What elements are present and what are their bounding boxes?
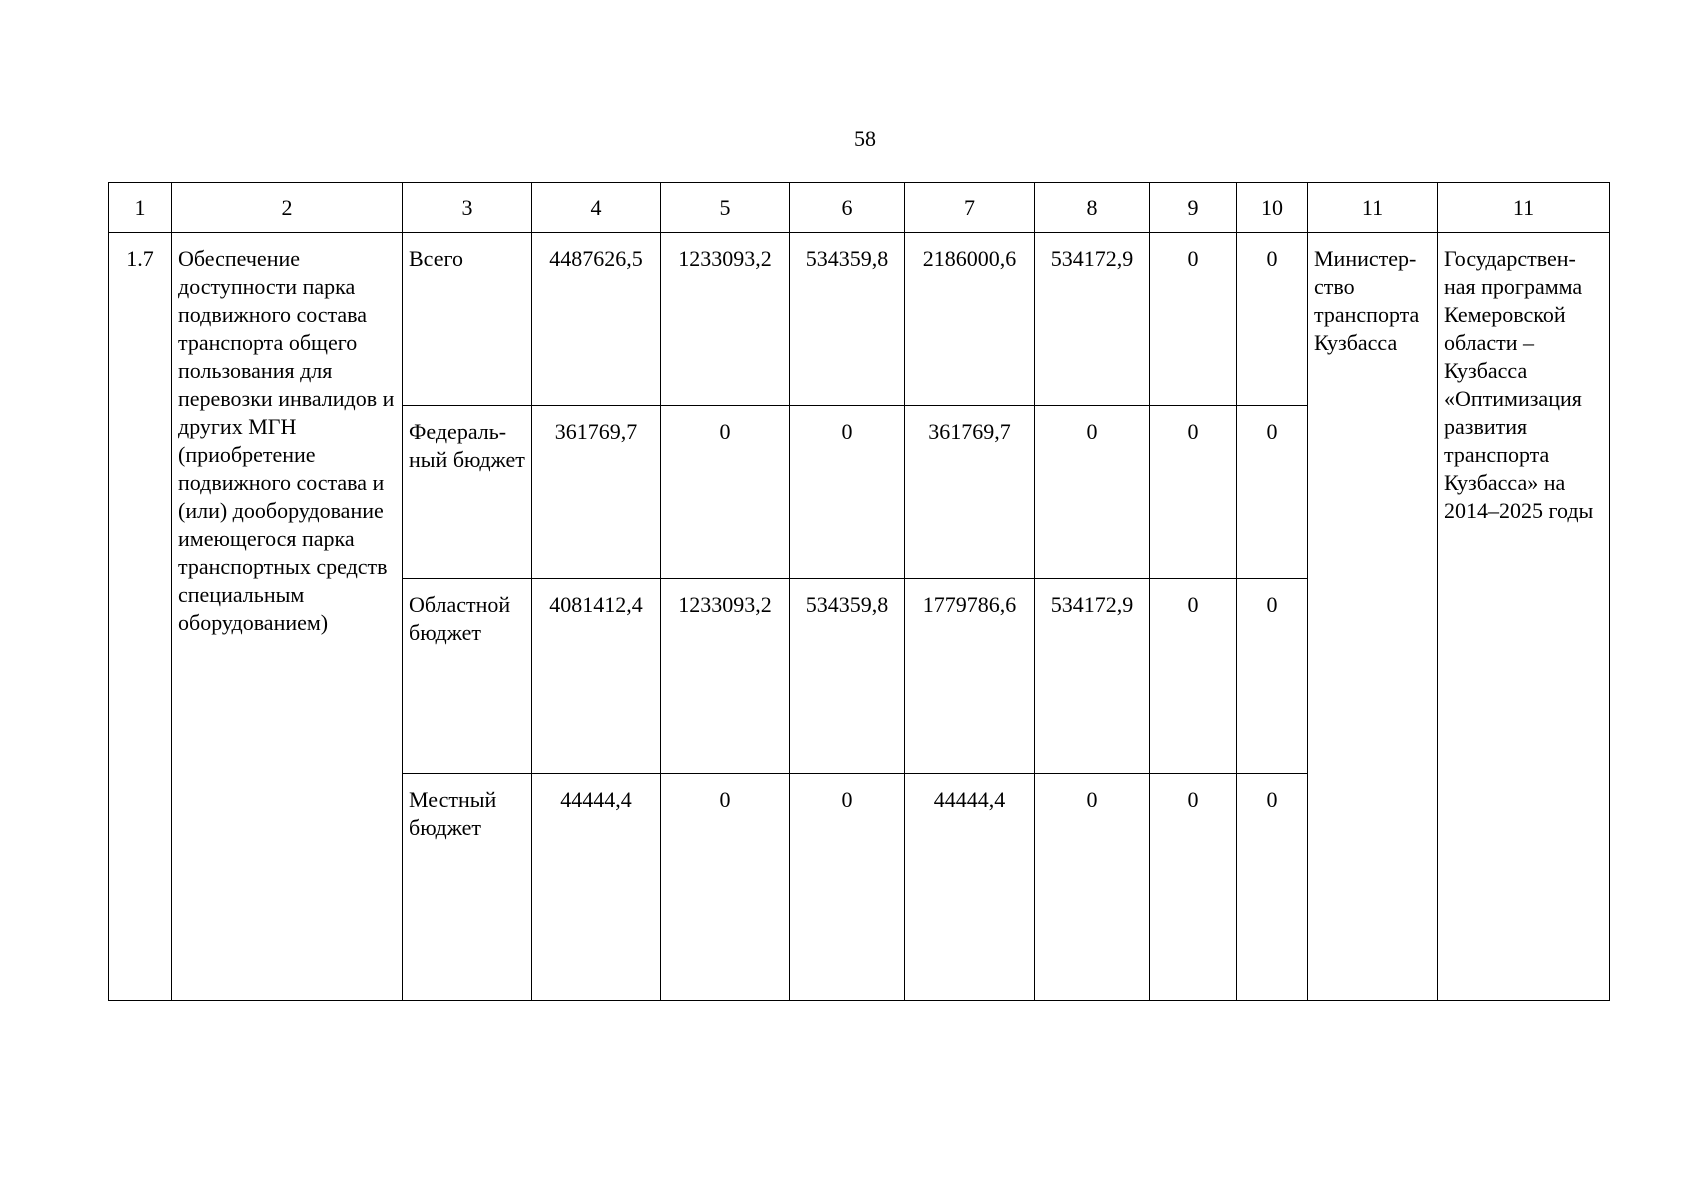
column-header: 7 [905, 183, 1035, 233]
value-cell: 0 [1150, 233, 1237, 406]
value-cell: 1233093,2 [661, 579, 790, 774]
value-cell: 1779786,6 [905, 579, 1035, 774]
row-index: 1.7 [109, 233, 172, 1001]
value-cell: 0 [1237, 233, 1308, 406]
value-cell: 0 [790, 774, 905, 1001]
value-cell: 534172,9 [1035, 579, 1150, 774]
value-cell: 44444,4 [532, 774, 661, 1001]
value-cell: 0 [1035, 406, 1150, 579]
value-cell: 361769,7 [905, 406, 1035, 579]
value-cell: 0 [661, 774, 790, 1001]
value-cell: 1233093,2 [661, 233, 790, 406]
column-header: 10 [1237, 183, 1308, 233]
value-cell: 0 [1150, 579, 1237, 774]
value-cell: 361769,7 [532, 406, 661, 579]
column-header: 6 [790, 183, 905, 233]
value-cell: 0 [1237, 406, 1308, 579]
funding-source-label: Областной бюджет [403, 579, 532, 774]
column-header: 8 [1035, 183, 1150, 233]
measure-description: Обеспечение доступности парка подвижного состава транспорта общего пользования для перевозки инвалидов и других МГН (приобретение подвижного состава и (или) дооборудование имеющегося парка транспортных средств специальным оборудованием) [172, 233, 403, 1001]
value-cell: 0 [661, 406, 790, 579]
program-name: Государствен-ная программа Кемеровской области – Кузбасса «Оптимизация развития транспорта Кузбасса» на 2014–2025 годы [1438, 233, 1610, 1001]
value-cell: 0 [790, 406, 905, 579]
column-header: 5 [661, 183, 790, 233]
value-cell: 0 [1035, 774, 1150, 1001]
value-cell: 534359,8 [790, 579, 905, 774]
value-cell: 4081412,4 [532, 579, 661, 774]
column-header: 4 [532, 183, 661, 233]
table-header-row [109, 183, 1610, 233]
column-header: 11 [1308, 183, 1438, 233]
value-cell: 0 [1237, 774, 1308, 1001]
executor: Министер-ство транспорта Кузбасса [1308, 233, 1438, 1001]
page-number: 58 [854, 126, 876, 151]
value-cell: 0 [1150, 406, 1237, 579]
value-cell: 2186000,6 [905, 233, 1035, 406]
value-cell: 534359,8 [790, 233, 905, 406]
column-header: 3 [403, 183, 532, 233]
column-header: 1 [109, 183, 172, 233]
value-cell: 44444,4 [905, 774, 1035, 1001]
table-row [109, 233, 1610, 406]
value-cell: 4487626,5 [532, 233, 661, 406]
column-header: 2 [172, 183, 403, 233]
funding-source-label: Федераль-ный бюджет [403, 406, 532, 579]
value-cell: 0 [1150, 774, 1237, 1001]
funding-source-label: Местный бюджет [403, 774, 532, 1001]
value-cell: 0 [1237, 579, 1308, 774]
value-cell: 534172,9 [1035, 233, 1150, 406]
funding-table [108, 182, 1610, 1001]
column-header: 9 [1150, 183, 1237, 233]
column-header: 11 [1438, 183, 1610, 233]
funding-source-label: Всего [403, 233, 532, 406]
